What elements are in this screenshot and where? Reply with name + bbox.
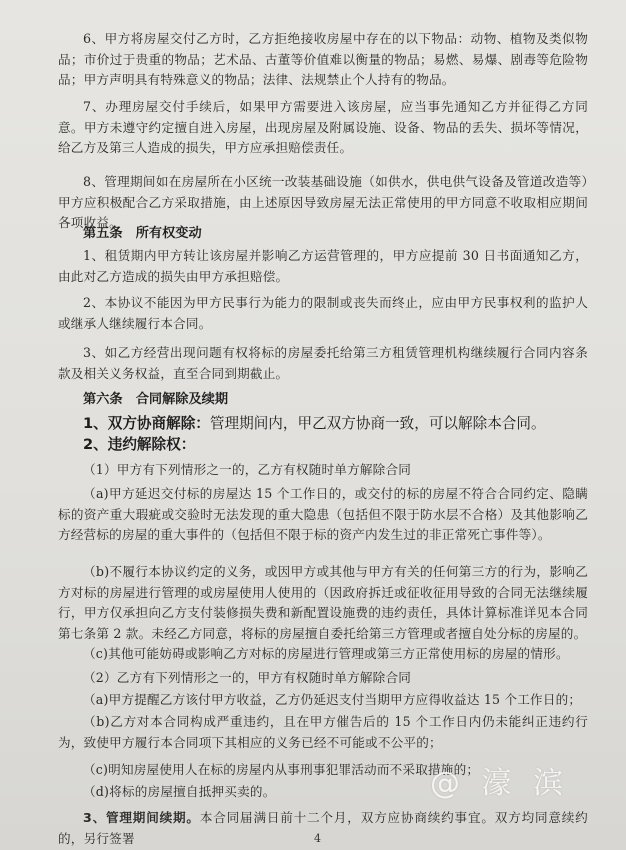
item-2-lead: 2、违约解除权：: [83, 436, 196, 453]
sub-clause-2: （2）乙方有下列情形之一的，甲方有权随时单方解除合同: [83, 670, 412, 685]
clause-7-paragraph: 7、办理房屋交付手续后，如果甲方需要进入该房屋，应当事先通知乙方并征得乙方同意。甲方未遵守约定擅自进入房屋，出现房屋及附属设施、设备、物品的丢失、损坏等情况，给乙方及第三人造成的损失，甲方应承担赔偿责任。: [58, 99, 588, 155]
item-3-text: 本合同届满日前十二个月，双方应协商续约事宜。双方均同意续约的，另行签署: [58, 810, 588, 846]
sub-clause-2d: （d)将标的房屋擅自抵押买卖的。: [83, 784, 276, 799]
sub-clause-1b: （b)不履行本协议约定的义务，或因甲方或其他与甲方有关的任何第三方的行为，影响乙方对标的房屋进行管理的或房屋使用人使用的（因政府拆迁或征收征用导致的合同无法继续履行，甲方仅承担向乙方支付装修损失费和新配置设施费的违约责任，具体计算标准详见本合同第七条第 2 款。未经乙方同意，将标的房屋擅自委托给第三方管理或者擅自处分标的房屋的。: [58, 564, 588, 641]
section-6-heading: 第六条 合同解除及续期: [83, 392, 229, 407]
section-6-item-2: [83, 434, 593, 456]
item-1-text: 管理期间内，甲乙双方协商一致，可以解除本合同。: [209, 415, 546, 432]
section-5-item-3: 3、如乙方经营出现问题有权将标的房屋委托给第三方租赁管理机构继续履行合同内容条款及相关义务权益，直至合同到期截止。: [58, 345, 588, 381]
sub-clause-1a: （a)甲方延迟交付标的房屋达 15 个工作日的，或交付的标的房屋不符合合同约定、隐瞒标的资产重大瑕疵或交验时无法发现的重大隐患（包括但不限于防水层不合格）及其他影响乙方经营标的房屋的重大事件的（包括但不限于标的资产内发生过的非正常死亡事件等）。: [58, 486, 588, 542]
section-5-heading: 第五条 所有权变动: [83, 226, 202, 241]
sub-clause-2b: （b)乙方对本合同构成严重违约，且在甲方催告后的 15 个工作日内仍未能纠正违约行为，致使甲方履行本合同项下其相应的义务已经不可能或不公平的；: [58, 714, 588, 750]
section-5-item-1: 1、租赁期内甲方转让该房屋并影响乙方运营管理的，甲方应提前 30 日书面通知乙方，由此对乙方造成的损失由甲方承担赔偿。: [58, 248, 588, 284]
sub-clause-2a: （a)甲方提醒乙方该付甲方收益，乙方仍延迟支付当期甲方应得收益达 15 个工作日的；: [83, 692, 582, 707]
page-number: 4: [314, 832, 321, 845]
sub-clause-1: （1）甲方有下列情形之一的，乙方有权随时单方解除合同: [83, 462, 412, 477]
item-3-lead: 3、管理期间续期。: [83, 810, 200, 825]
clause-8-paragraph: 8、管理期间如在房屋所在小区统一改装基础设施（如供水，供电供气设备及管道改造等）甲方应积极配合乙方采取措施，由上述原因导致房屋无法正常使用的甲方同意不收取相应期间各项收益。: [58, 174, 588, 230]
sub-clause-1c: （c)其他可能妨碍或影响乙方对标的房屋进行管理或第三方正常使用标的房屋的情形。: [83, 646, 569, 661]
section-6-item-1: [83, 413, 593, 435]
section-5-item-2: 2、本协议不能因为甲方民事行为能力的限制或丧失而终止，应由甲方民事权利的监护人或继承人继续履行本合同。: [58, 295, 588, 331]
item-1-lead: 1、双方协商解除：: [83, 415, 210, 432]
sub-clause-2c: （c)明知房屋使用人在标的房屋内从事刑事犯罪活动而不采取措施的；: [83, 762, 480, 777]
watermark: @ 濠 滨: [430, 766, 570, 801]
clause-6-paragraph: 6、甲方将房屋交付乙方时，乙方拒绝接收房屋中存在的以下物品：动物、植物及类似物品；市价过于贵重的物品；艺术品、古董等价值难以衡量的物品；易燃、易爆、剧毒等危险物品；甲方声明具有特殊意义的物品；法律、法规禁止个人持有的物品。: [58, 31, 588, 87]
section-6-item-3: [58, 808, 588, 849]
